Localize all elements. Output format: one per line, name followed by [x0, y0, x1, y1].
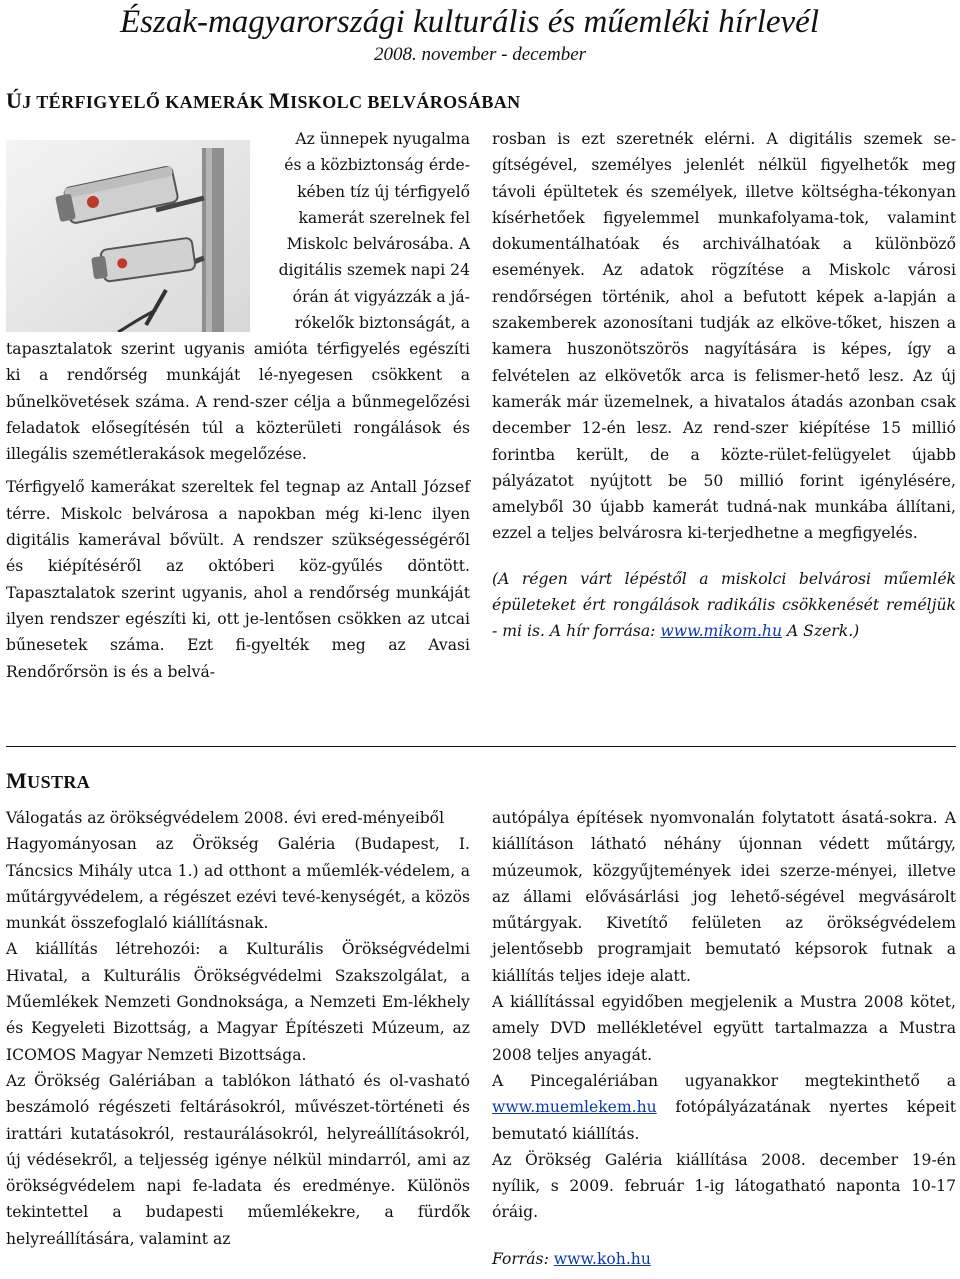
link-muemlekem[interactable]: www.muemlekem.hu	[492, 1098, 657, 1117]
article1-paragraph: Térfigyelő kamerákat szereltek fel tegnap az Antall József térre. Miskolc belvárosa a napokban még ki-lenc ilyen digitális kamerával bővült. A rendszer szükségességéről és kiépítéséről az októberi köz-gyűlés döntött. Tapasztalatok szerint ugyanis, ahol a rendőrség munkáját ilyen rendszer egészíti ki, ott je-lentősen csökken az utcai bűnesetek száma. Ezt fi-gyelték meg az Avasi Rendőrőrsön is és a belvá-	[6, 478, 470, 681]
article2-paragraph	[492, 1068, 956, 1147]
article-heading-cameras	[6, 88, 521, 114]
article2-paragraph: autópálya építések nyomvonalán folytatott ásatá-sokra. A kiállításon látható néhány újonnan védett műtárgy, múzeumok, közgyűjtemények idei szerze-ményei, illetve az állami elővásárlási jog lehető-ségével megvásárolt műtárgyak. Kivetítő felületen az örökségvédelem jelentősebb programjait bemutató képsorok futnak a kiállítás teljes ideje alatt.	[492, 809, 956, 985]
wrap-line: órán át vigyázzák a já-	[292, 287, 470, 306]
heading-part: M	[268, 88, 291, 113]
article2-paragraph: Az Örökség Galéria kiállítása 2008. december 19-én nyílik, s 2009. február 1-ig látogatható naponta 10-17 óráig.	[492, 1150, 956, 1222]
editor-note-text: (A régen várt lépéstől a miskolci belvárosi műemlék épületeket ért rongálások radikális csökkenését reméljük - mi is. A hír forrása:	[492, 569, 956, 641]
article2-text: fotópályázatának nyertes képeit bemutató kiállítás.	[492, 1098, 956, 1143]
article2-paragraph: Válogatás az örökségvédelem 2008. évi ered-ményeiből	[6, 809, 445, 827]
wrap-line: kamerát szerelnek fel	[298, 208, 470, 227]
article2-source	[492, 1246, 956, 1272]
wrap-line: Az ünnepek nyugalma	[295, 130, 470, 148]
article1-wrap-text	[258, 126, 470, 336]
section-divider	[6, 746, 956, 747]
wrap-line: rókelők biztonságát, a	[294, 314, 470, 333]
article2-paragraph: A kiállítás létrehozói: a Kulturális Örökségvédelmi Hivatal, a Kulturális Örökségvédelmi Szakszolgálat, a Műemlékek Nemzeti Gondnoksága, a Nemzeti Em-lékhely és Kegyeleti Bizottság, a Magyar Építészeti Múzeum, az ICOMOS Magyar Nemzeti Bizottsága.	[6, 940, 470, 1064]
issue-date: 2008. november - december	[373, 44, 587, 65]
source-label: Forrás:	[492, 1249, 549, 1268]
wrap-line: és a közbiztonság érde-	[284, 156, 470, 175]
article1-paragraph: rosban is ezt szeretnék elérni. A digitális szemek se-gítségével, személyes jelenlét nélkül figyelhetők meg távoli épültetek és személyek, illetve költségha-tékonyan kísérhetőek figyelemmel munkafolyama-tok, valamint dokumentálhatóak és archiválhatóak a különböző események. Az adatok rögzítése a Miskolc városi rendőrségen történik, ahol a befutott képek a-lapján a szakemberek azonosítani tudják az elköve-tőket, hiszen a kamera huszonötszörös nagyítására is képes, így a felvételen az elkövetők arca is felismer-hető lesz. Az új kamerák már üzemelnek, a hivatalos átadás azonban csak december 12-én lesz. Az rend-szer kiépítése 15 millió forintba került, de a közte-rület-felügyelet újabb pályázatot nyújtott be 50 millió forint igénylésére, amelyből 30 újabb kamerát tudná-nak munkába állítani, ezzel a teljes belvárosra ki-terjedhetne a megfigyelés.	[492, 130, 956, 543]
article2-text: A Pincegalériában ugyanakkor megtekinthető a	[492, 1071, 956, 1090]
heading-part: Ú	[6, 88, 23, 113]
source-link-mikom[interactable]: www.mikom.hu	[660, 622, 782, 641]
article1-paragraph: tapasztalatok szerint ugyanis amióta térfigyelés egészíti ki a rendőrség munkáját lé-nyegesen csökkent a bűnelkövetések száma. A rend-szer célja a bűnmegelőzési feladatok elősegítésén túl a közterületi rongálások és illegális szemétlerakások megelőzése.	[6, 340, 470, 464]
wrap-line: Miskolc belvárosába. A	[286, 235, 470, 254]
newsletter-title: Észak-magyarországi kulturális és műemléki hírlevél	[120, 4, 819, 40]
heading-part: ISKOLC BELVÁROSÁBAN	[290, 92, 521, 112]
article2-paragraph: Az Örökség Galériában a tablókon látható és ol-vasható beszámoló régészeti feltárásokról, művészet-történeti és irattári kutatásokról, restaurálásokról, helyreállításokról, új védésekről, a teljesség igénye nélkül mindarról, ami az örökségvédelem napi fe-ladata és eredménye. Különös tekintettel a budapesti műemlékekre, a fürdők helyreállítására, valamint az	[6, 1071, 470, 1248]
cctv-camera-photo	[6, 140, 250, 332]
article2-paragraph: Hagyományosan az Örökség Galéria (Budapest, I. Táncsics Mihály utca 1.) ad otthont a műemlék-védelem, a műtárgyvédelem, a régészet ezévi tevé-kenységét, a közös munkát összefoglaló kiállításnak.	[6, 835, 470, 933]
wrap-line: digitális szemek napi 24	[278, 261, 470, 280]
editor-note-text: A Szerk.)	[782, 622, 860, 641]
article1-left-column	[6, 336, 470, 685]
article2-paragraph: A kiállítással egyidőben megjelenik a Mustra 2008 kötet, amely DVD mellékletével együtt tartalmazza a Mustra 2008 teljes anyagát.	[492, 993, 956, 1064]
heading-part: M	[6, 768, 28, 793]
article1-right-column	[492, 126, 956, 645]
article-heading-mustra	[6, 768, 90, 794]
heading-part: J TÉRFIGYELŐ KAMERÁK	[22, 92, 269, 112]
heading-part: USTRA	[27, 772, 91, 792]
editor-note	[492, 566, 956, 645]
article2-left-column	[6, 805, 470, 1252]
wrap-line: kében tíz új térfigyelő	[297, 182, 470, 201]
article2-right-column	[492, 805, 956, 1272]
link-koh[interactable]: www.koh.hu	[553, 1249, 651, 1268]
